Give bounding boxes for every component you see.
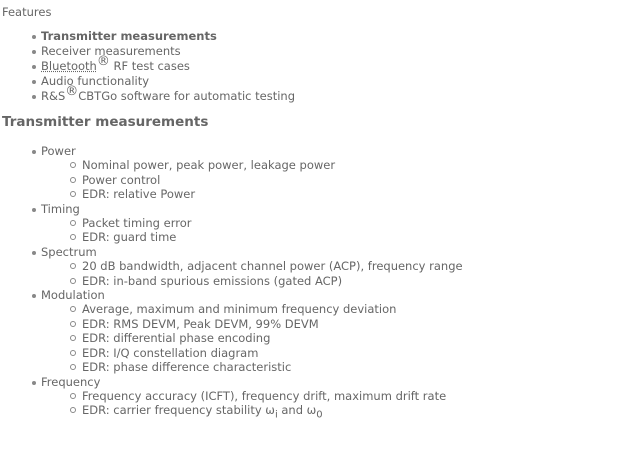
registered-mark: ® <box>96 54 110 69</box>
list-item: EDR: in-band spurious emissions (gated ACP) <box>82 274 622 288</box>
group-modulation <box>41 288 622 374</box>
group-label: Timing <box>41 201 80 216</box>
list-item: Frequency accuracy (ICFT), frequency drift, maximum drift rate <box>82 389 622 403</box>
group-items <box>41 389 622 423</box>
list-item <box>82 403 622 423</box>
list-item: Power control <box>82 173 622 187</box>
group-label: Modulation <box>41 288 105 303</box>
text-part: 0 <box>316 409 323 421</box>
group-items <box>41 158 622 201</box>
group-items <box>41 302 622 374</box>
list-item: EDR: phase difference characteristic <box>82 360 622 374</box>
feature-text: CBTGo software for automatic testing <box>78 89 296 103</box>
feature-text: R&S <box>41 89 66 103</box>
measurement-groups <box>2 144 622 423</box>
group-spectrum <box>41 245 622 288</box>
feature-text: RF test cases <box>109 59 190 73</box>
group-label: Frequency <box>41 374 101 389</box>
list-item: Nominal power, peak power, leakage power <box>82 158 622 172</box>
group-frequency <box>41 375 622 424</box>
group-items <box>41 259 622 288</box>
list-item: EDR: relative Power <box>82 187 622 201</box>
group-timing <box>41 202 622 245</box>
section-heading: Transmitter measurements <box>2 114 209 130</box>
group-label: Spectrum <box>41 244 97 259</box>
group-power <box>41 144 622 202</box>
list-item: EDR: I/Q constellation diagram <box>82 346 622 360</box>
group-items <box>41 216 622 245</box>
text-part: and ω <box>277 403 317 418</box>
feature-item: Receiver measurements <box>41 44 622 59</box>
features-list <box>2 29 622 104</box>
text-part: i <box>274 409 278 421</box>
registered-mark: ® <box>65 84 79 99</box>
feature-item: Audio functionality <box>41 74 622 89</box>
text-part: EDR: carrier frequency stability ω <box>82 403 275 418</box>
list-item: 20 dB bandwidth, adjacent channel power (ACP), frequency range <box>82 259 622 273</box>
bluetooth-link[interactable]: Bluetooth <box>41 59 97 73</box>
feature-item <box>41 54 622 74</box>
feature-item <box>41 84 622 104</box>
group-label: Power <box>41 144 76 158</box>
list-item: EDR: guard time <box>82 230 622 244</box>
features-label: Features <box>2 5 52 19</box>
list-item: Average, maximum and minimum frequency deviation <box>82 302 622 316</box>
list-item: EDR: differential phase encoding <box>82 331 622 345</box>
feature-item: Transmitter measurements <box>41 29 622 44</box>
list-item: Packet timing error <box>82 216 622 230</box>
list-item: EDR: RMS DEVM, Peak DEVM, 99% DEVM <box>82 317 622 331</box>
